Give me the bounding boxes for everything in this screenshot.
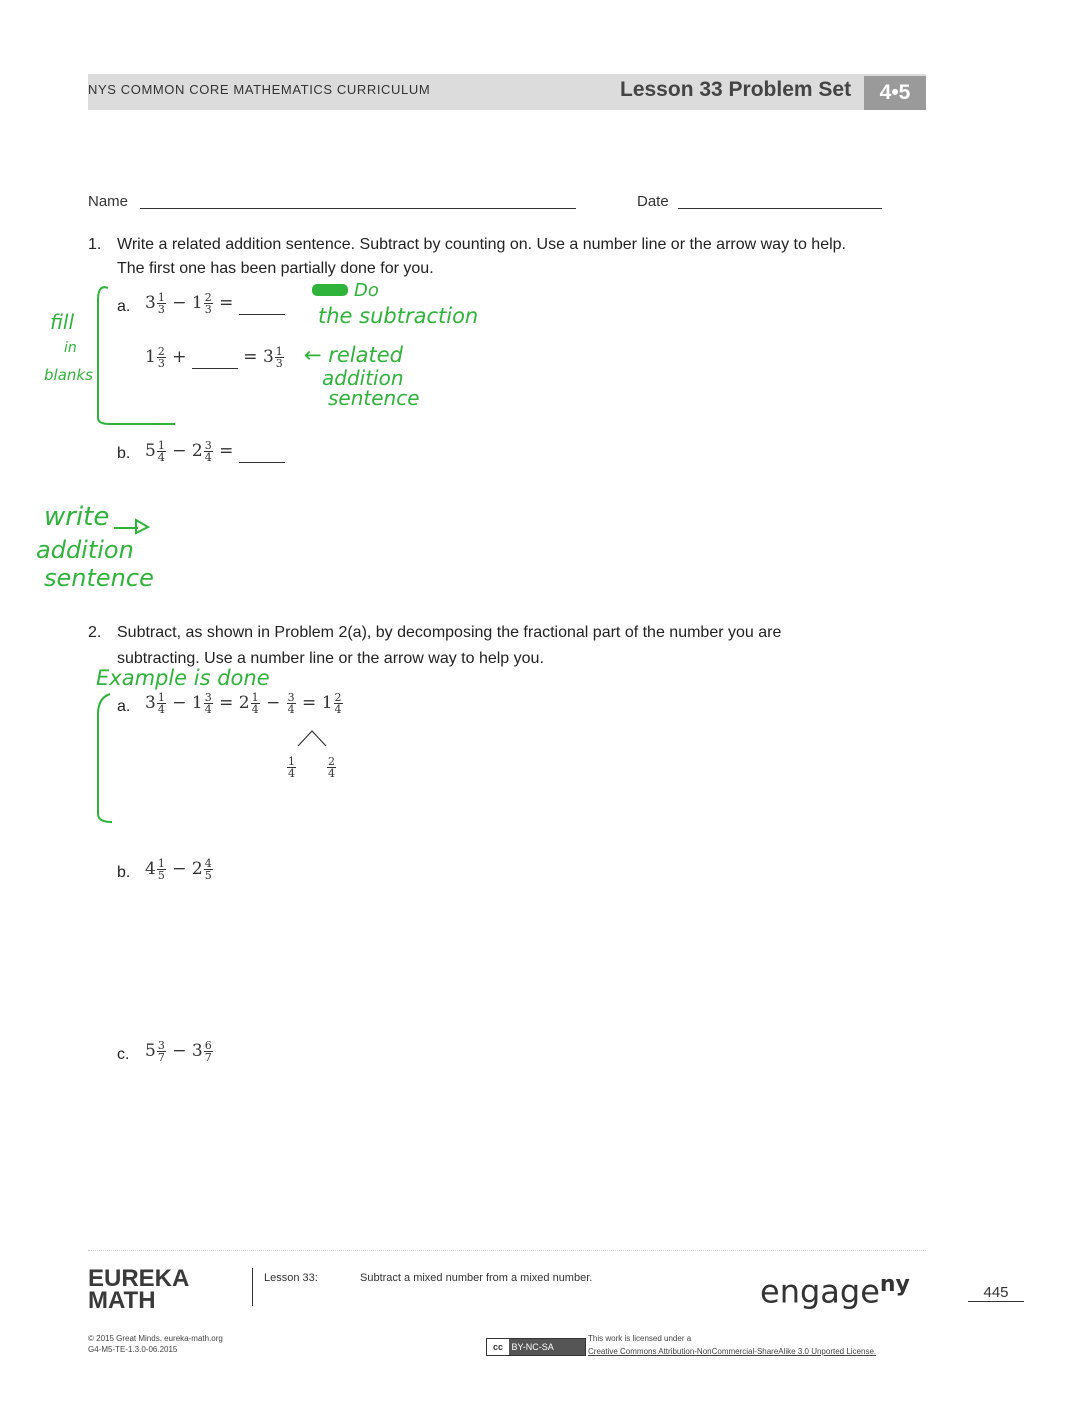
annotation-sentence: sentence bbox=[328, 386, 420, 410]
problem-1a-label: a. bbox=[117, 298, 131, 315]
annotation-write: write bbox=[44, 502, 110, 532]
arrow-annotation-icon bbox=[112, 516, 154, 536]
problem-1b-expression: 5 $\frac{1}{4}$ − 2 $\frac{3}{4}$ = bbox=[145, 440, 285, 463]
annotation-do: Do bbox=[354, 280, 379, 301]
copyright-line1: © 2015 Great Minds. eureka-math.org bbox=[88, 1334, 223, 1343]
date-field[interactable] bbox=[678, 208, 882, 209]
problem-1a-addend-blank[interactable] bbox=[192, 354, 238, 369]
annotation-the-subtraction: the subtraction bbox=[318, 304, 479, 328]
module-badge: 4•5 bbox=[864, 76, 926, 110]
problem-2c-label: c. bbox=[117, 1046, 130, 1063]
bracket-2-annotation bbox=[90, 690, 120, 830]
footer-separator bbox=[252, 1268, 253, 1306]
copyright-line2: G4-M5-TE-1.3.0-06.2015 bbox=[88, 1345, 178, 1354]
page-number: 445 bbox=[968, 1284, 1024, 1302]
cc-license-badge: cc BY-NC-SA bbox=[486, 1338, 586, 1356]
engageny-logo: engage$^{ny}$ bbox=[760, 1272, 910, 1311]
problem-2b-label: b. bbox=[117, 864, 131, 881]
annotation-addition: addition bbox=[322, 366, 404, 390]
scribble-mark bbox=[312, 284, 348, 296]
problem-1a-addition-sentence: 1 $\frac{2}{3}$ + = 3 $\frac{1}{3}$ bbox=[145, 345, 283, 370]
problem-2-number: 2. bbox=[88, 624, 102, 641]
footer-divider bbox=[88, 1250, 926, 1251]
license-line1: This work is licensed under a bbox=[588, 1334, 692, 1343]
decomposition-branch-icon bbox=[296, 728, 328, 748]
footer-lesson-description: Subtract a mixed number from a mixed number. bbox=[360, 1272, 593, 1284]
problem-1b-answer-blank[interactable] bbox=[239, 448, 285, 463]
problem-2a-expression: 3 $\frac{1}{4}$ − 1 $\frac{3}{4}$ = 2 $\frac{1}{4}$ − $\frac{3}{4}$ = 1 $\frac{2}{4}$ bbox=[145, 691, 342, 716]
problem-1-text-line1: Write a related addition sentence. Subtract by counting on. Use a number line or the arrow way to help. bbox=[117, 236, 846, 253]
annotation-in: in bbox=[64, 340, 77, 356]
license-link[interactable]: Creative Commons Attribution-NonCommercial-ShareAlike 3.0 Unported License. bbox=[588, 1347, 877, 1356]
problem-1-text-line2: The first one has been partially done for you. bbox=[117, 260, 434, 277]
annotation-blanks: blanks bbox=[44, 366, 93, 384]
decomposition-part-2: $\frac{2}{4}$ bbox=[328, 755, 335, 780]
annotation-related: ← related bbox=[304, 343, 404, 367]
problem-2c-expression: 5 $\frac{3}{7}$ − 3 $\frac{6}{7}$ bbox=[145, 1039, 212, 1064]
problem-2b-expression: 4 $\frac{1}{5}$ − 2 $\frac{4}{5}$ bbox=[145, 857, 212, 882]
name-label: Name bbox=[88, 193, 129, 210]
date-label: Date bbox=[637, 193, 669, 210]
problem-2a-label: a. bbox=[117, 698, 131, 715]
curriculum-label: NYS COMMON CORE MATHEMATICS CURRICULUM bbox=[88, 82, 431, 97]
problem-1a-answer-blank[interactable] bbox=[239, 300, 285, 315]
problem-2-text-line1: Subtract, as shown in Problem 2(a), by decomposing the fractional part of the number you are bbox=[117, 624, 782, 641]
problem-1a-expression: 3 $\frac{1}{3}$ − 1 $\frac{2}{3}$ = bbox=[145, 292, 285, 315]
problem-2-text-line2: subtracting. Use a number line or the arrow way to help you. bbox=[117, 650, 544, 667]
annotation-sentence-2: sentence bbox=[44, 564, 154, 592]
annotation-fill: fill bbox=[50, 310, 75, 334]
bracket-1-annotation bbox=[90, 280, 190, 430]
footer-lesson-label: Lesson 33: bbox=[264, 1272, 318, 1284]
annotation-addition-2: addition bbox=[36, 536, 134, 564]
annotation-example-done: Example is done bbox=[96, 666, 270, 690]
decomposition-part-1: $\frac{1}{4}$ bbox=[288, 755, 295, 780]
problem-1b-label: b. bbox=[117, 445, 131, 462]
problem-1-number: 1. bbox=[88, 236, 102, 253]
eureka-math-logo: EUREKA MATH bbox=[88, 1265, 190, 1314]
lesson-title: Lesson 33 Problem Set bbox=[620, 78, 852, 101]
name-field[interactable] bbox=[140, 208, 576, 209]
